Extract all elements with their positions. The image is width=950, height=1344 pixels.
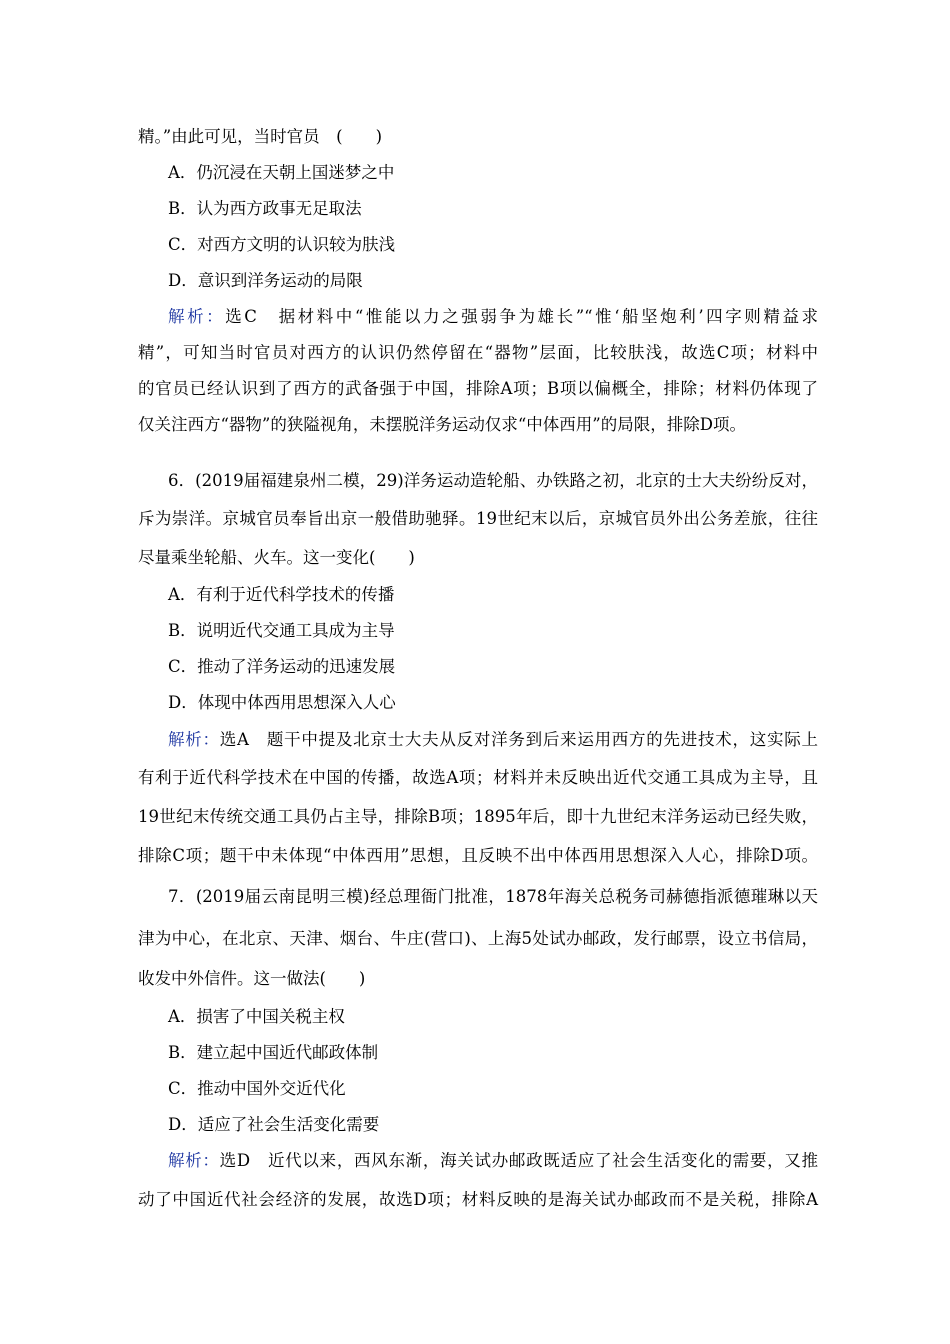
q6-analysis-line-2: 有利于近代科学技术在中国的传播，故选A项；材料并未反映出近代交通工具成为主导，且 <box>138 768 818 787</box>
q6-option-a: A．有利于近代科学技术的传播 <box>168 585 395 604</box>
q7-stem-line-2: 津为中心，在北京、天津、烟台、牛庄(营口)、上海5处试办邮政，发行邮票，设立书信局， <box>138 929 818 948</box>
q7-analysis-label: 解析： <box>168 1151 220 1170</box>
q6-analysis-line-1: 解析：选A 题干中提及北京士大夫从反对洋务到后来运用西方的先进技术，这实际上 <box>168 730 819 749</box>
q7-option-a: A．损害了中国关税主权 <box>168 1007 345 1026</box>
q7-stem-line-1: 7．(2019届云南昆明三模)经总理衙门批准，1878年海关总税务司赫德指派德璀琳以天 <box>168 887 818 906</box>
q7-stem-line-3: 收发中外信件。这一做法( ) <box>138 969 366 988</box>
q5-option-a: A．仍沉浸在天朝上国迷梦之中 <box>168 163 395 182</box>
q6-analysis-line-4: 排除C项；题干中未体现“中体西用”思想，且反映不出中体西用思想深入人心，排除D项。 <box>138 846 818 865</box>
q6-analysis-line-3: 19世纪末传统交通工具仍占主导，排除B项；1895年后，即十九世纪末洋务运动已经失败， <box>138 807 818 826</box>
q5-analysis-label: 解析： <box>168 307 226 326</box>
q7-option-c: C．推动中国外交近代化 <box>168 1079 346 1098</box>
q6-option-c: C．推动了洋务运动的迅速发展 <box>168 657 396 676</box>
q6-stem-line-2: 斥为崇洋。京城官员奉旨出京一般借助驰驿。19世纪末以后，京城官员外出公务差旅，往往 <box>138 509 818 528</box>
q6-stem-line-1: 6．(2019届福建泉州二模，29)洋务运动造轮船、办铁路之初，北京的士大夫纷纷反对， <box>168 471 818 490</box>
q7-option-b: B．建立起中国近代邮政体制 <box>168 1043 379 1062</box>
q5-option-b: B．认为西方政事无足取法 <box>168 199 362 218</box>
q6-stem-line-3: 尽量乘坐轮船、火车。这一变化( ) <box>138 548 415 567</box>
q5-analysis-line-4: 仅关注西方“器物”的狭隘视角，未摆脱洋务运动仅求“中体西用”的局限，排除D项。 <box>138 415 746 434</box>
q7-option-d: D．适应了社会生活变化需要 <box>168 1115 380 1134</box>
q6-analysis-label: 解析： <box>168 730 220 749</box>
q5-analysis-line-3: 的官员已经认识到了西方的武备强于中国，排除A项；B项以偏概全，排除；材料仍体现了 <box>138 379 818 398</box>
q5-analysis-line-2: 精”，可知当时官员对西方的认识仍然停留在“器物”层面，比较肤浅，故选C项；材料中 <box>138 343 818 362</box>
q7-analysis-line-2: 动了中国近代社会经济的发展，故选D项；材料反映的是海关试办邮政而不是关税，排除A <box>138 1190 818 1209</box>
q7-analysis-line-1: 解析：选D 近代以来，西风东渐，海关试办邮政既适应了社会生活变化的需要，又推 <box>168 1151 819 1170</box>
q6-option-b: B．说明近代交通工具成为主导 <box>168 621 395 640</box>
q5-option-d: D．意识到洋务运动的局限 <box>168 271 363 290</box>
q5-option-c: C．对西方文明的认识较为肤浅 <box>168 235 396 254</box>
q6-option-d: D．体现中体西用思想深入人心 <box>168 693 396 712</box>
q5-analysis-line-1: 解析：选C 据材料中“惟能以力之强弱争为雄长”“惟‘船坚炮利’四字则精益求 <box>168 307 819 326</box>
q5-stem-end: 精。”由此可见，当时官员 ( ) <box>138 127 383 146</box>
